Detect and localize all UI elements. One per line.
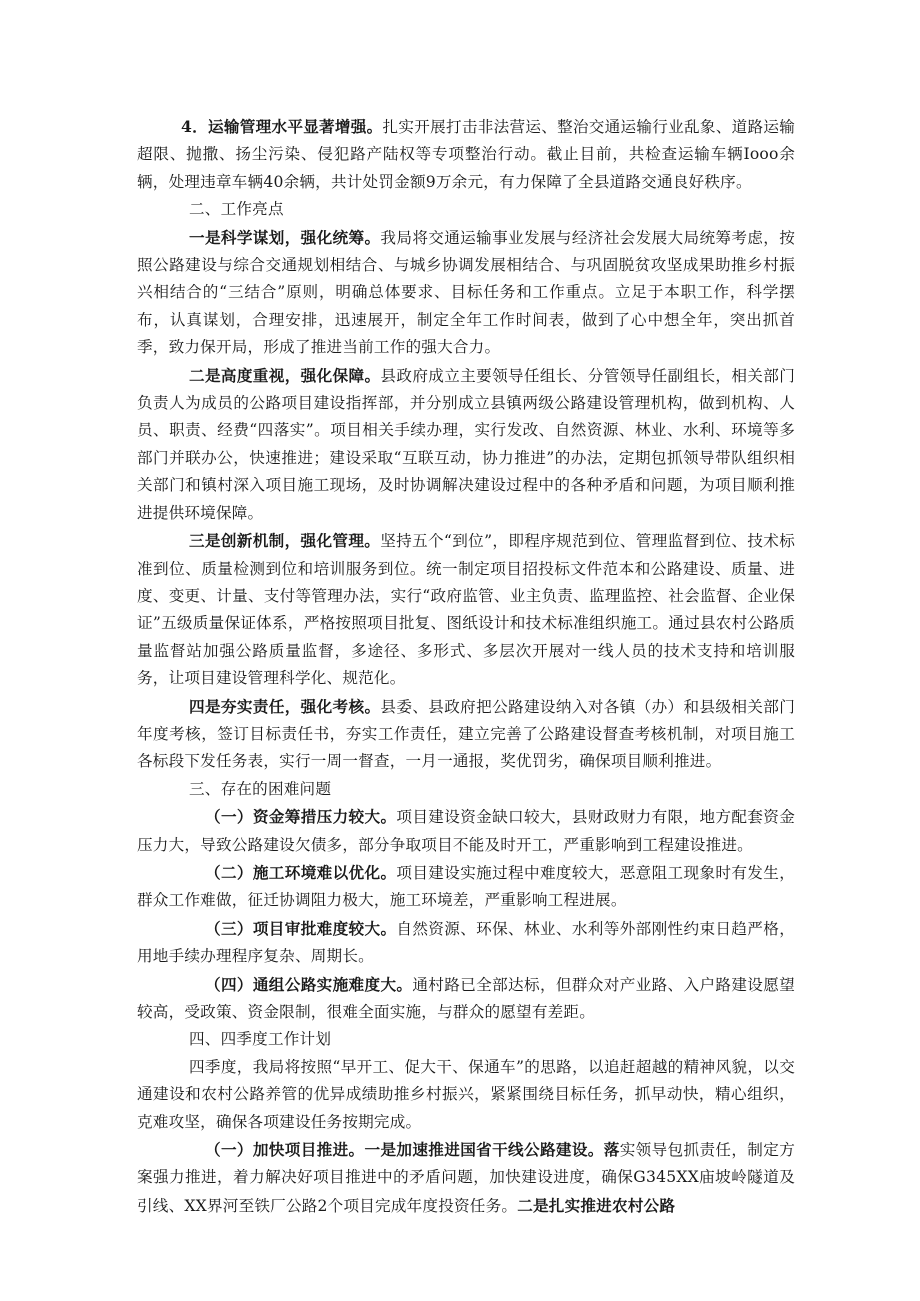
paragraph-lead: 三是创新机制，强化管理。 — [189, 531, 381, 551]
paragraph-innovation — [137, 527, 795, 692]
paragraph-text: 县委、县政府把公路建设纳入对各镇（办）和县级相关部门年度考核，签订目标责任书，夯实工作责任，建立完善了公路建设督查考核机制，对项目施工各标段下发任务表，实行一周一督查，一月一通报，奖优罚劣，确保项目顺利推进。 — [137, 697, 795, 771]
paragraph-lead: （二）施工环境难以优化。 — [205, 862, 397, 882]
paragraph-planning — [137, 224, 795, 362]
paragraph-text: 通村路已全部达标，但群众对产业路、入户路建设愿望较高，受政策、资金限制，很难全面实施，与群众的愿望有差距。 — [137, 975, 795, 1021]
paragraph-project-acceleration — [137, 1136, 795, 1220]
paragraph-lead: 四是夯实责任，强化考核。 — [189, 696, 381, 716]
paragraph-q4-intro — [137, 1054, 795, 1136]
paragraph-text: 坚持五个“到位”，即程序规范到位、管理监督到位、技术标准到位、质量检测到位和培训服务到位。统一制定项目招投标文件范本和公路建设、质量、进度、变更、计量、支付等管理办法，实行“政府监管、业主负责、监理监控、社会监督、企业保证”五级质量保证体系，严格按照项目批复、图纸设计和技术标准组织施工。通过县农村公路质量监督站加强公路质量监督，多途径、多形式、多层次开展对一线人员的技术支持和培训服务，让项目建设管理科学化、规范化。 — [137, 532, 795, 688]
paragraph-approval — [137, 915, 795, 971]
paragraph-text: 四季度，我局将按照“早开工、促大干、保通车”的思路，以追赶超越的精神风貌，以交通建设和农村公路养管的优异成绩助推乡村振兴，紧紧围绕目标任务，抓早动快，精心组织，克难攻坚，确保各项建设任务按期完成。 — [137, 1057, 795, 1131]
section-heading-q4-plan: 四、四季度工作计划 — [189, 1030, 332, 1049]
paragraph-lead: （四）通组公路实施难度大。 — [205, 974, 413, 994]
paragraph-text: 项目建设资金缺口较大，县财政财力有限，地方配套资金压力大，导致公路建设欠债多，部分争取项目不能及时开工，严重影响到工程建设推进。 — [137, 808, 795, 854]
paragraph-lead: 一是科学谋划，强化统筹。 — [189, 227, 381, 247]
paragraph-text: 县政府成立主要领导任组长、分管领导任副组长，相关部门负责人为成员的公路项目建设指挥部，并分别成立县镇两级公路建设管理机构，做到机构、人员、职责、经费“四落实”。项目相关手续办理，实行发改、自然资源、林业、水利、环境等多部门并联办公，快速推进；建设采取“互联互动，协力推进”的办法，定期包抓领导带队组织相关部门和镇村深入项目施工现场，及时协调解决建设过程中的各种矛盾和问题，为项目顺利推进提供环境保障。 — [137, 366, 795, 522]
paragraph-lead: 二是高度重视，强化保障。 — [189, 365, 381, 385]
paragraph-lead: 4．运输管理水平显著增强。 — [181, 117, 383, 136]
paragraph-text: 实领导包抓责任，制定方案强力推进，着力解决好项目推进中的矛盾问题，加快建设进度，确保G345XX庙坡岭隧道及引线、XX界河至铁厂公路2个项目完成年度投资任务。 — [137, 1141, 795, 1215]
paragraph-transport-management — [137, 113, 795, 196]
paragraph-lead: （三）项目审批难度较大。 — [205, 918, 397, 938]
paragraph-text: 我局将交通运输事业发展与经济社会发展大局统筹考虑，按照公路建设与综合交通规划相结合、与城乡协调发展相结合、与巩固脱贫攻坚成果助推乡村振兴相结合的“三结合”原则，明确总体要求、目标任务和工作重点。立足于本职工作，科学摆布，认真谋划，合理安排，迅速展开，制定全年工作时间表，做到了心中想全年，突出抓首季，致力保开局，形成了推进当前工作的强大合力。 — [137, 228, 795, 357]
paragraph-lead: （一）加快项目推进。一是加速推进国省干线公路建设。落 — [205, 1140, 620, 1160]
paragraph-responsibility — [137, 693, 795, 776]
paragraph-text: 自然资源、环保、林业、水利等外部刚性约束日趋严格，用地手续办理程序复杂、周期长。 — [137, 919, 795, 966]
section-heading-highlights: 二、工作亮点 — [189, 200, 284, 219]
paragraph-text: 扎实开展打击非法营运、整治交通运输行业乱象、道路运输超限、抛撒、扬尘污染、侵犯路产陆权等专项整治行动。截止目前，共检查运输车辆Iooo余辆，处理违章车辆40余辆，共计处罚金额9万余元，有力保障了全县道路交通良好秩序。 — [137, 118, 795, 191]
section-heading-difficulties: 三、存在的困难问题 — [189, 779, 332, 798]
paragraph-attention — [137, 362, 795, 527]
paragraph-construction-environment — [137, 859, 795, 915]
paragraph-lead: （一）资金筹措压力较大。 — [205, 807, 397, 827]
document-body — [137, 113, 795, 1220]
paragraph-funding — [137, 803, 795, 859]
paragraph-group-roads — [137, 971, 795, 1027]
paragraph-tail: 二是扎实推进农村公路 — [517, 1195, 676, 1215]
paragraph-text: 项目建设实施过程中难度较大，恶意阻工现象时有发生，群众工作难做，征迁协调阻力极大，施工环境差，严重影响工程进展。 — [137, 863, 795, 910]
